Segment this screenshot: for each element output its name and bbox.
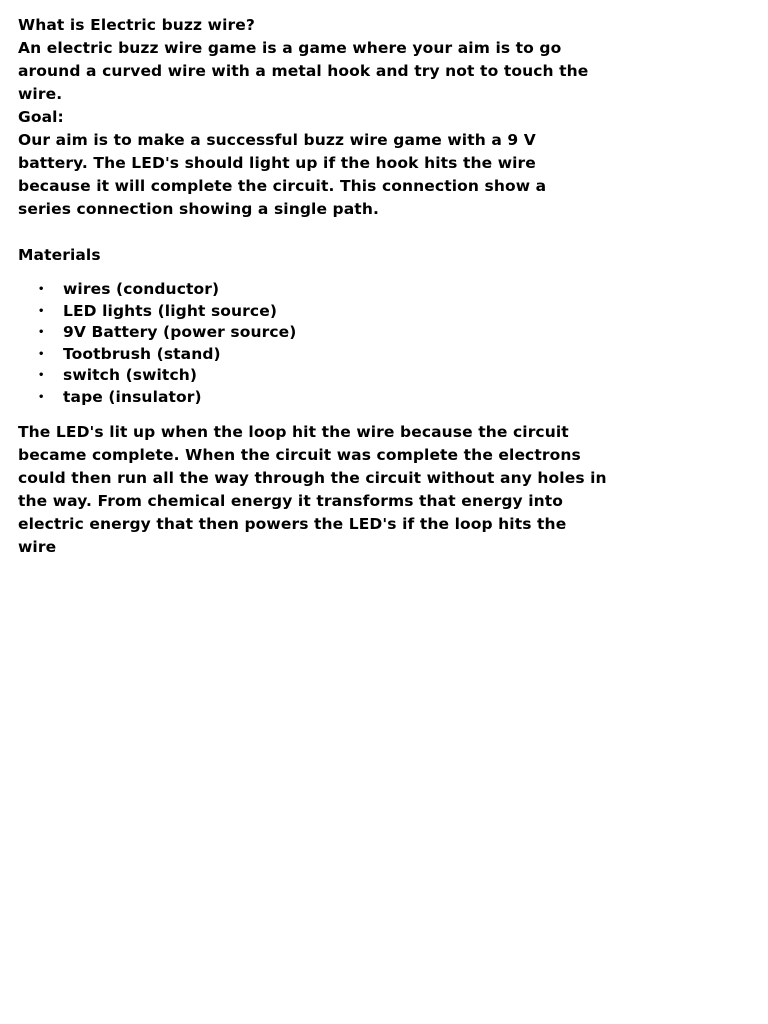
conclusion-line: could then run all the way through the circuit without any holes in: [18, 468, 607, 487]
intro-line: wire.: [18, 85, 63, 103]
materials-list-item: [18, 365, 753, 387]
conclusion-section: [18, 421, 753, 559]
goal-line: Our aim is to make a successful buzz wire game with a 9 V: [18, 131, 536, 149]
conclusion-line: electric energy that then powers the LED's if the loop hits the: [18, 514, 567, 533]
bullet-icon: •: [38, 327, 45, 339]
conclusion-line: the way. From chemical energy it transforms that energy into: [18, 491, 564, 510]
intro-line: An electric buzz wire game is a game where your aim is to go: [18, 39, 562, 57]
conclusion-line: The LED's lit up when the loop hit the wire because the circuit: [18, 422, 569, 441]
materials-item-label: wires (conductor): [63, 280, 220, 298]
intro-section: [18, 14, 753, 106]
intro-line: around a curved wire with a metal hook and try not to touch the: [18, 62, 589, 80]
bullet-icon: •: [38, 284, 45, 295]
materials-heading: Materials: [18, 246, 101, 264]
goal-line: battery. The LED's should light up if the hook hits the wire: [18, 154, 536, 172]
bullet-icon: •: [38, 348, 45, 360]
materials-item-label: switch (switch): [63, 366, 198, 385]
document-page: [18, 14, 753, 559]
goal-line: series connection showing a single path.: [18, 200, 379, 218]
section-spacer: [18, 221, 753, 244]
bullet-icon: •: [38, 370, 45, 382]
materials-item-label: 9V Battery (power source): [63, 323, 297, 342]
materials-list-item: [18, 279, 753, 301]
section-spacer: [18, 267, 753, 279]
goal-section: [18, 106, 753, 221]
bullet-icon: •: [38, 391, 45, 403]
goal-heading: Goal:: [18, 108, 64, 126]
materials-list-item: [18, 387, 753, 409]
materials-list-item: [18, 322, 753, 344]
materials-list: [18, 279, 753, 409]
conclusion-line: wire: [18, 537, 57, 556]
materials-list-item: [18, 344, 753, 366]
section-spacer: [18, 409, 753, 421]
goal-line: because it will complete the circuit. This connection show a: [18, 177, 547, 195]
materials-item-label: LED lights (light source): [63, 301, 277, 320]
materials-item-label: Tootbrush (stand): [63, 344, 221, 363]
conclusion-line: became complete. When the circuit was complete the electrons: [18, 445, 581, 464]
materials-section: [18, 244, 753, 409]
bullet-icon: •: [38, 305, 45, 317]
intro-heading: What is Electric buzz wire?: [18, 16, 255, 34]
materials-item-label: tape (insulator): [63, 387, 202, 406]
materials-list-item: [18, 301, 753, 323]
